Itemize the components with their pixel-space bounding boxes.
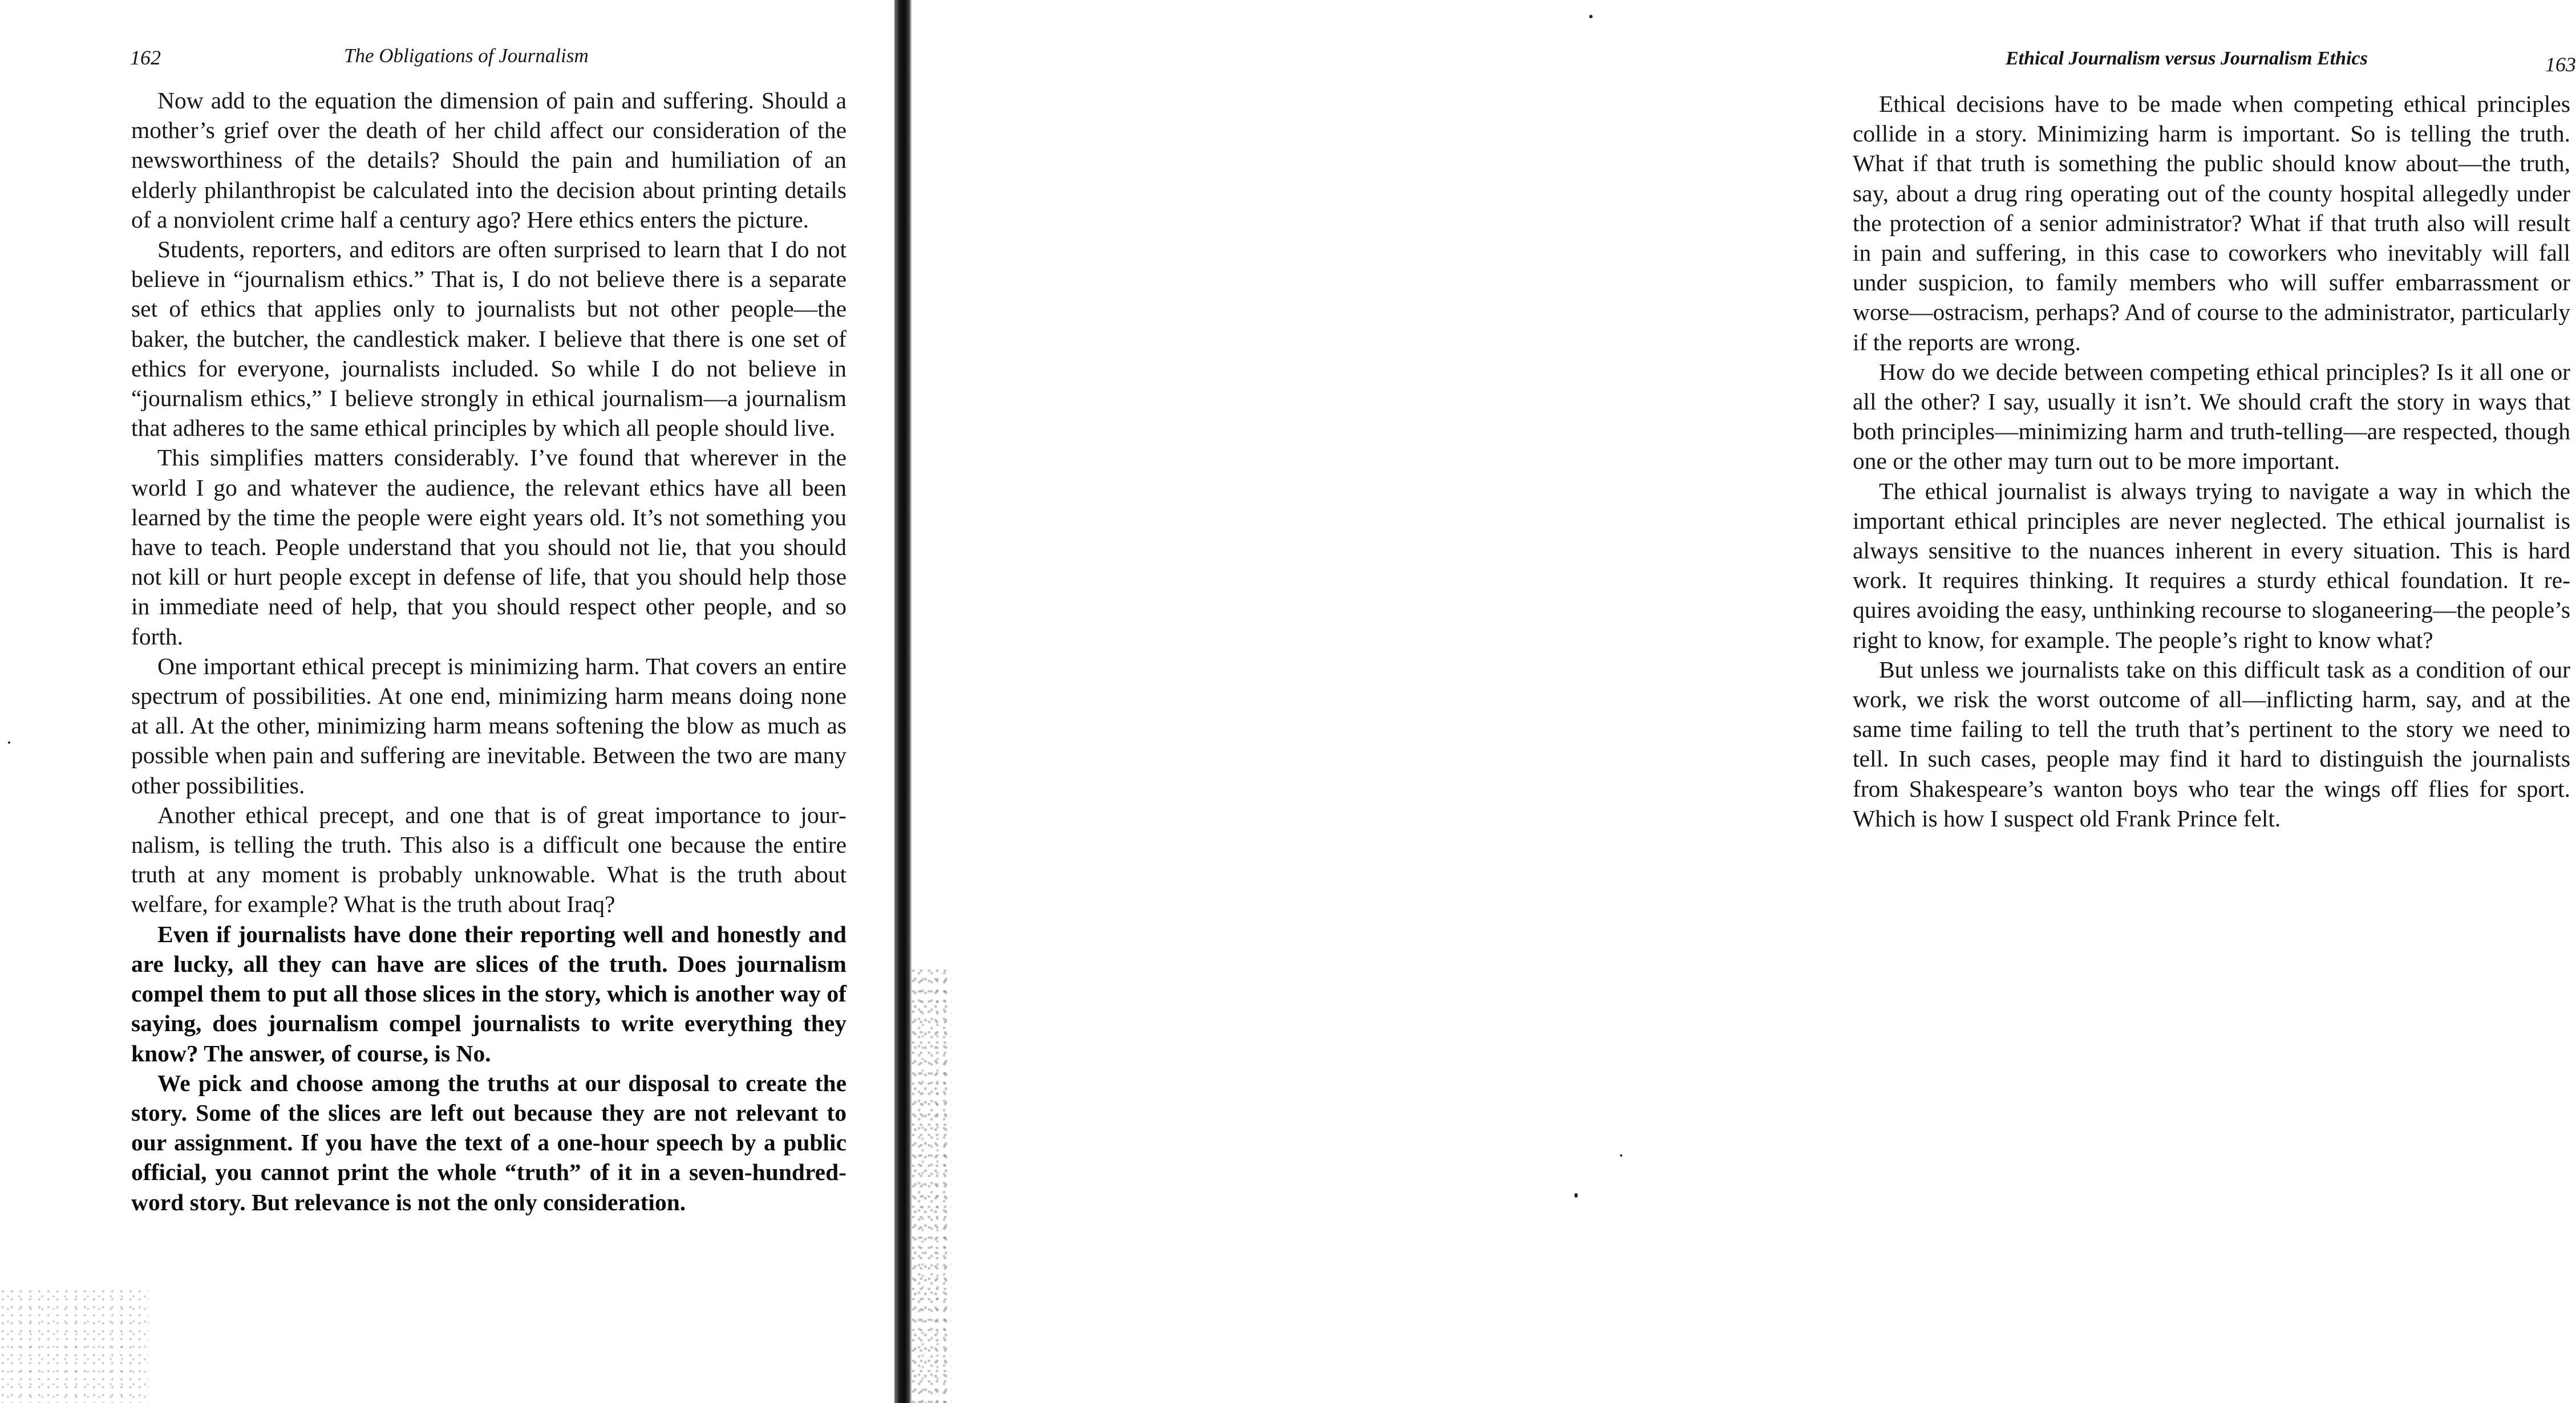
right-body-text [1853, 89, 2570, 833]
paragraph: One important ethical precept is minimizing harm. That covers an entire spectrum of possibilities. At one end, minimizing harm means doing none at all. At the other, minimizing harm means softening the blow as much as possible when pain and suffering are inevitable. Between the two are many other possibilities. [131, 652, 846, 798]
paragraph: Even if journalists have done their reporting well and honestly and are lucky, all they can have are slices of the truth. Does journalism compel them to put all those slices in the story, which is another way of saying, does journalism compel journalists to write everything they know? The answer, of course, is No. [131, 921, 846, 1067]
paragraph: This simplifies matters considerably. I’ve found that wherever in the world I go and whatever the audience, the relevant ethics have all been learned by the time the people were eight years old. It’s not something you have to teach. People understand that you should not lie, that you should not kill or hurt people except in defense of life, that you should help those in immediate need of help, that you should respect other people, and so forth. [131, 444, 846, 650]
paragraph: Ethical decisions have to be made when competing ethical principles collide in a story. Minimizing harm is important. So is telling the truth. What if that truth is something the public should know about—the truth, say, about a drug ring operating out of the county hospital allegedly under the protection of a senior administrator? What if that truth also will result in pain and suffering, in this case to coworkers who inevitably will fall under suspicion, to family members who will suffer embarrassment or worse—ostracism, perhaps? And of course to the administrator, particularly if the reports are wrong. [1853, 91, 2570, 355]
left-page [0, 0, 894, 1403]
scan-dot [1620, 1154, 1622, 1157]
book-gutter [894, 0, 912, 1403]
paragraph: The ethical journalist is always trying to navigate a way in which the important ethical principles are never neglected. The ethical journalist is always sensitive to the nuances inherent in every situation. This is hard work. It requires thinking. It requires a sturdy ethical foundation. It requires avoiding the easy, unthinking recourse to sloganeering—the people’s right to know, for example. The people’s right to know what? [1853, 477, 2570, 653]
right-page [912, 0, 2576, 1403]
paragraph: Now add to the equation the dimension of pain and suffering. Should a mother’s grief over the death of her child affect our consideration of the newsworthiness of the details? Should the pain and humiliation of an elderly philanthropist be calculated into the decision about printing details of a nonviolent crime half a century ago? Here ethics enters the picture. [131, 87, 846, 233]
right-running-head: Ethical Journalism versus Journalism Ethics [2006, 48, 2368, 69]
scan-dot [1574, 1193, 1578, 1198]
left-body-text [131, 86, 846, 1217]
paragraph: How do we decide between competing ethical principles? Is it all one or all the other? I say, usually it isn’t. We should craft the story in ways that both principles—minimizing harm and truth-telling—are respected, though one or the other may turn out to be more important. [1853, 358, 2570, 475]
right-page-number: 163 [2545, 53, 2576, 76]
paragraph: Students, reporters, and editors are often surprised to learn that I do not believe in “journalism ethics.” That is, I do not believe there is a separate set of ethics that applies only to journalists but not other people—the baker, the butcher, the candlestick maker. I believe that there is one set of ethics for everyone, journalists included. So while I do not believe in “journalism ethics,” I believe strongly in ethical journalism—a journalism that adheres to the same ethical principles by which all people should live. [131, 236, 846, 441]
paragraph: Another ethical precept, and one that is of great importance to journalism, is telling the truth. This also is a difficult one because the entire truth at any moment is probably unknowable. What is the truth about welfare, for example? What is the truth about Iraq? [131, 801, 846, 918]
paragraph: But unless we journalists take on this difficult task as a condition of our work, we risk the worst outcome of all—inflicting harm, say, and at the same time failing to tell the truth that’s pertinent to the story we need to tell. In such cases, people may find it hard to distinguish the journalists from Shakespeare’s wanton boys who tear the wings off flies for sport. Which is how I suspect old Frank Prince felt. [1853, 656, 2570, 832]
scan-dot [8, 741, 10, 744]
scan-dot [1589, 15, 1593, 18]
left-page-number: 162 [130, 46, 161, 69]
scan-noise-corner [0, 1289, 148, 1403]
left-running-head: The Obligations of Journalism [344, 44, 589, 67]
paragraph: We pick and choose among the truths at our disposal to create the story. Some of the slices are left out because they are not relevant to our assignment. If you have the text of a one-hour speech by a public official, you cannot print the whole “truth” of it in a seven-hundred-word story. But relevance is not the only consideration. [131, 1069, 846, 1215]
